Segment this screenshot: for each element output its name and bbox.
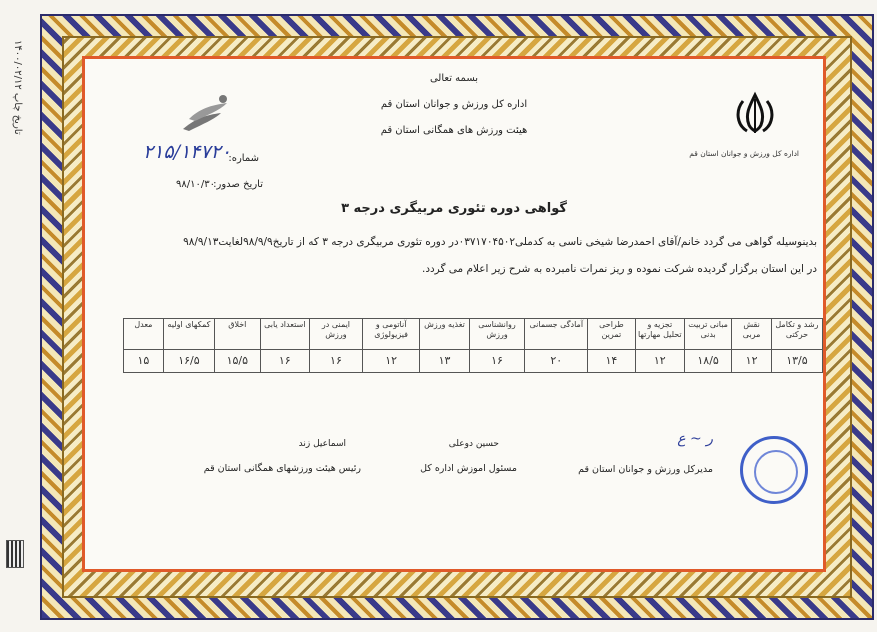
certificate-number: ۲۱۵/۱۴۷۲۰: [142, 141, 231, 163]
grade-value-0: ۱۳/۵: [771, 350, 822, 373]
header-line-2: هیئت ورزش های همگانی استان قم: [380, 125, 528, 136]
grades-header-row: [124, 319, 823, 350]
certificate-text-line-2: در این استان برگزار گردیده شرکت نموده و ریز نمرات نامبرده به شرح زیر اعلام می گردد.: [421, 263, 817, 275]
grade-header-2: مبانی تربیت بدنی: [684, 319, 731, 350]
grade-header-13: معدل: [124, 319, 164, 350]
grade-value-1: ۱۲: [732, 350, 772, 373]
official-stamp: [740, 436, 808, 504]
grade-header-8: آناتومی و فیزیولوژی: [362, 319, 420, 350]
grade-value-4: ۱۴: [588, 350, 636, 373]
grade-value-11: ۱۵/۵: [215, 350, 260, 373]
grade-header-3: تجزیه و تحلیل مهارتها: [635, 319, 684, 350]
grade-value-5: ۲۰: [525, 350, 588, 373]
grade-header-5: آمادگی جسمانی: [525, 319, 588, 350]
grade-value-2: ۱۸/۵: [684, 350, 731, 373]
grade-header-11: اخلاق: [215, 319, 260, 350]
grade-value-10: ۱۶: [260, 350, 309, 373]
grade-value-3: ۱۲: [635, 350, 684, 373]
number-label: شماره:: [228, 153, 259, 164]
education-officer-name: حسین دوعلی: [448, 439, 499, 449]
grade-value-12: ۱۶/۵: [163, 350, 214, 373]
grade-value-6: ۱۶: [469, 350, 525, 373]
grade-value-7: ۱۳: [420, 350, 469, 373]
director-role: مدیرکل ورزش و جوانان استان قم: [578, 464, 713, 475]
barcode-icon: [6, 540, 24, 568]
grade-header-12: کمکهای اولیه: [163, 319, 214, 350]
grade-header-0: رشد و تکامل حرکتی: [771, 319, 822, 350]
grade-header-6: روانشناسی ورزش: [469, 319, 525, 350]
board-head-role: رئیس هیئت ورزشهای همگانی استان قم: [203, 463, 361, 474]
certificate-body: [82, 56, 826, 572]
board-head-name: اسماعیل زند: [298, 439, 346, 449]
grade-header-1: نقش مربی: [732, 319, 772, 350]
grade-value-8: ۱۲: [362, 350, 420, 373]
emblem-caption: اداره کل ورزش و جوانان استان قم: [689, 149, 799, 158]
certificate-title: گواهی دوره تئوری مربیگری درجه ۳: [341, 201, 567, 216]
grade-header-4: طراحی تمرین: [588, 319, 636, 350]
margin-print-date: ۱۴۰۰/۰۲/۱۲ تاریخ چاپ: [12, 40, 23, 135]
signature-director: ر ~ ع: [677, 431, 713, 447]
grades-values-row: [124, 350, 823, 373]
header-line-1: اداره کل ورزش و جوانان استان قم: [380, 99, 528, 110]
education-officer-role: مسئول اموزش اداره کل: [420, 463, 517, 474]
grade-value-13: ۱۵: [124, 350, 164, 373]
grade-header-7: تغذیه ورزش: [420, 319, 469, 350]
grade-header-10: استعداد یابی: [260, 319, 309, 350]
issue-date-label: تاریخ صدور:: [213, 179, 263, 190]
basmala: بسمه تعالی: [429, 73, 479, 84]
issue-date-value: ۹۸/۱۰/۳۰: [176, 179, 215, 190]
grades-table: [123, 318, 823, 373]
certificate-text-line-1: بدینوسیله گواهی می گردد خانم/آقای احمدرضا شیخی ناسی به کدملی۰۳۷۱۷۰۴۵۰۲در دوره تئوری مربیگری درجه ۳ که از تاریخ۹۸/۹/۹لغایت۹۸/۹/۱۳: [183, 236, 817, 248]
grade-header-9: ایمنی در ورزش: [310, 319, 363, 350]
grade-value-9: ۱۶: [310, 350, 363, 373]
